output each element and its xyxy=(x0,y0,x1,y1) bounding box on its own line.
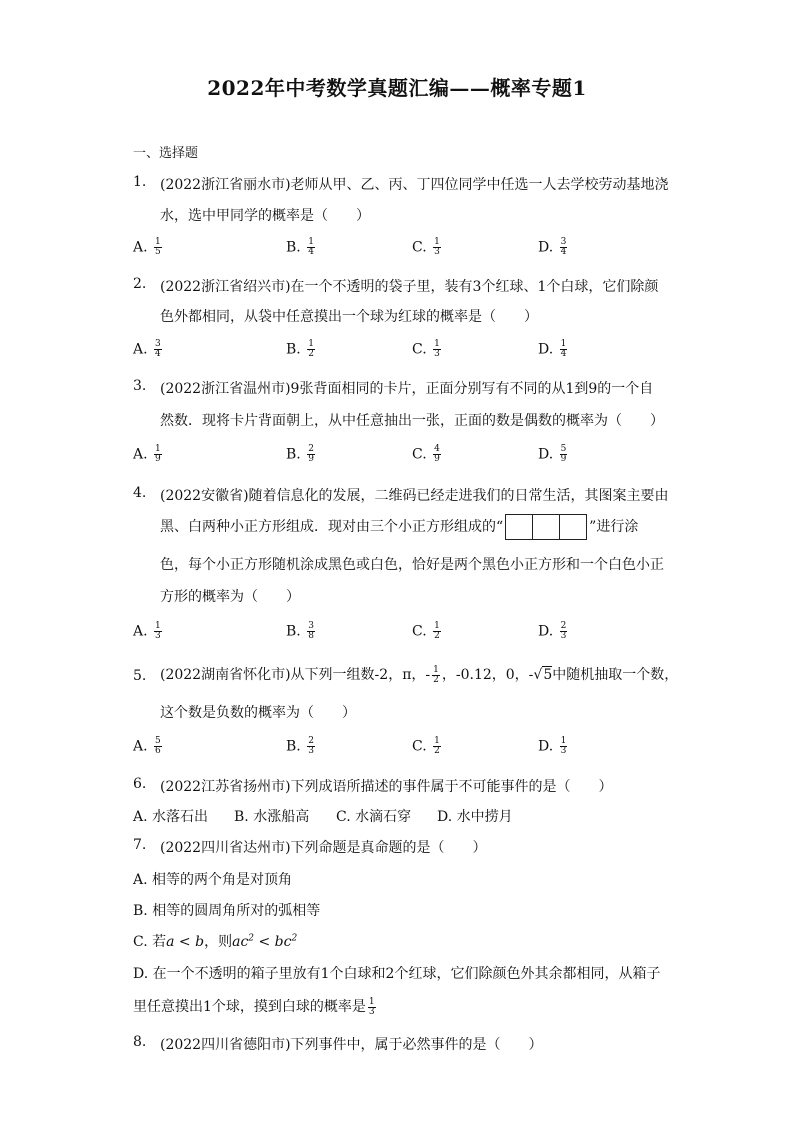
option-label: A. xyxy=(133,623,148,640)
fraction: $\frac{1}{2}$ xyxy=(308,339,314,359)
option-label: B. xyxy=(286,239,301,256)
math-var: a xyxy=(166,934,175,950)
option-text: 水涨船高 xyxy=(253,809,310,825)
option-label: D. xyxy=(538,446,554,463)
text-fragment: ，则 xyxy=(204,934,233,950)
option-label: C. xyxy=(412,738,427,755)
question-number: 3. xyxy=(133,378,147,394)
fraction: $\frac{1}{2}$ xyxy=(434,736,440,756)
sqrt-symbol: √ xyxy=(533,667,543,683)
option-label: C. xyxy=(412,239,427,256)
question-text: (2022四川省德阳市)下列事件中，属于必然事件的是（ ） xyxy=(160,1037,543,1053)
fraction: $\frac{1}{4}$ xyxy=(560,339,567,359)
option-label: D. xyxy=(538,738,554,755)
option-label: C. xyxy=(412,623,427,640)
fraction: $\frac{2}{3}$ xyxy=(560,621,567,641)
question-text: (2022安徽省)随着信息化的发展，二维码已经走进我们的日常生活，其图案主要由 xyxy=(160,488,669,504)
option-a xyxy=(133,340,164,359)
option-text: 水落石出 xyxy=(152,809,209,825)
question-number: 1. xyxy=(133,174,147,190)
question-text: 色，每个小正方形随机涂成黑色或白色，恰好是两个黑色小正方形和一个白色小正 xyxy=(160,557,664,573)
option-a xyxy=(133,737,164,756)
option-label: C. xyxy=(412,341,427,358)
option-d xyxy=(538,445,569,464)
option-label: A. xyxy=(133,446,148,463)
question-text xyxy=(160,664,678,685)
fraction: $\frac{2}{9}$ xyxy=(308,444,314,464)
option-label: D. xyxy=(437,809,453,825)
question-text: 这个数是负数的概率为（ ） xyxy=(160,705,356,721)
text-fragment: (2022湖南省怀化市)从下列一组数-2，π， xyxy=(160,667,426,683)
option-label: A. xyxy=(133,738,148,755)
option-a xyxy=(133,445,164,464)
option-label: D. xyxy=(538,239,554,256)
question-number: 6. xyxy=(133,776,147,792)
option-label: A. xyxy=(133,239,148,256)
three-square-figure xyxy=(505,514,587,540)
question-text: 色外都相同，从袋中任意摸出一个球为红球的概率是（ ） xyxy=(160,309,538,325)
math-var: ac xyxy=(232,934,249,950)
fraction: $\frac{1}{9}$ xyxy=(155,444,161,464)
text-fragment: 黑、白两种小正方形组成．现对由三个小正方形组成的“ xyxy=(160,519,504,535)
option-c xyxy=(412,622,443,641)
option-d: D. 在一个不透明的箱子里放有1个白球和2个红球，它们除颜色外其余都相同，从箱子 xyxy=(133,966,661,982)
fraction: $\frac{2}{3}$ xyxy=(308,736,314,756)
option-b: B. 相等的圆周角所对的弧相等 xyxy=(133,903,321,919)
math-var: b xyxy=(195,934,205,950)
question-text: 然数．现将卡片背面朝上，从中任意抽出一张，正面的数是偶数的概率为（ ） xyxy=(160,413,664,429)
fraction: $\frac{1}{3}$ xyxy=(560,736,567,756)
question-text: (2022江苏省扬州市)下列成语所描述的事件属于不可能事件的是（ ） xyxy=(160,779,613,795)
square-cell xyxy=(559,514,587,540)
option-d xyxy=(538,340,569,359)
fraction: $\frac{3}{8}$ xyxy=(308,621,314,641)
option-c xyxy=(412,340,443,359)
fraction: $\frac{1}{3}$ xyxy=(155,621,161,641)
question-text: (2022四川省达州市)下列命题是真命题的是（ ） xyxy=(160,840,487,856)
option-label: A. xyxy=(133,809,148,825)
option-a xyxy=(133,238,164,257)
option-d xyxy=(437,806,513,826)
option-b xyxy=(286,445,317,464)
fraction: $\frac{1}{3}$ xyxy=(434,237,440,257)
question-number: 7. xyxy=(133,837,147,853)
fraction: $\frac{1}{2}$ xyxy=(433,664,439,685)
square-cell xyxy=(532,514,560,540)
square-cell xyxy=(505,514,533,540)
fraction: $\frac{3}{4}$ xyxy=(560,237,567,257)
fraction: $\frac{1}{2}$ xyxy=(434,621,440,641)
question-number: 8. xyxy=(133,1034,147,1050)
option-b xyxy=(286,622,317,641)
question-text: (2022浙江省丽水市)老师从甲、乙、丙、丁四位同学中任选一人去学校劳动基地浇 xyxy=(160,177,669,193)
math-op: < xyxy=(254,934,275,950)
option-c xyxy=(336,806,411,826)
math-var: bc xyxy=(274,934,292,950)
option-b xyxy=(286,737,317,756)
option-label: C. xyxy=(336,809,351,825)
option-label: D. xyxy=(538,341,554,358)
question-number: 5. xyxy=(133,668,147,684)
option-label: A. xyxy=(133,341,148,358)
question-number: 4. xyxy=(133,485,147,501)
text-fragment: ”进行涂 xyxy=(589,519,639,535)
option-c xyxy=(412,737,443,756)
question-number: 2. xyxy=(133,276,147,292)
fraction: $\frac{3}{4}$ xyxy=(155,339,161,359)
fraction: $\frac{1}{4}$ xyxy=(308,237,314,257)
option-text: 水中捞月 xyxy=(456,809,513,825)
option-a xyxy=(133,622,164,641)
text-fragment: 里任意摸出1个球，摸到白球的概率是 xyxy=(133,999,366,1015)
fraction: $\frac{5}{9}$ xyxy=(560,444,567,464)
option-c xyxy=(412,445,443,464)
option-label: D. xyxy=(538,623,554,640)
option-d-continued xyxy=(133,996,378,1017)
option-label: C. xyxy=(412,446,427,463)
question-text: (2022浙江省温州市)9张背面相同的卡片，正面分别写有不同的从1到9的一个自 xyxy=(160,381,654,397)
math-op: < xyxy=(174,934,196,950)
option-text: 水滴石穿 xyxy=(355,809,412,825)
fraction: $\frac{5}{6}$ xyxy=(155,736,161,756)
page-title: 2022年中考数学真题汇编——概率专题1 xyxy=(207,76,587,100)
option-d xyxy=(538,622,569,641)
question-text xyxy=(160,514,638,540)
math-exponent: 2 xyxy=(291,933,298,944)
fraction: $\frac{1}{5}$ xyxy=(155,237,161,257)
option-label: B. xyxy=(286,738,301,755)
option-a: A. 相等的两个角是对顶角 xyxy=(133,872,293,888)
option-label: B. xyxy=(286,341,301,358)
question-text: 方形的概率为（ ） xyxy=(160,589,300,605)
option-d xyxy=(538,238,569,257)
sqrt-radicand: 5 xyxy=(543,667,553,683)
math-exponent: 2 xyxy=(248,933,255,944)
option-c xyxy=(133,931,297,951)
fraction: $\frac{4}{9}$ xyxy=(434,444,440,464)
option-label: C. 若 xyxy=(133,934,167,950)
question-text: 水，选中甲同学的概率是（ ） xyxy=(160,208,370,224)
option-label: B. xyxy=(286,446,301,463)
option-b xyxy=(286,340,317,359)
option-label: B. xyxy=(286,623,301,640)
fraction: $\frac{1}{3}$ xyxy=(434,339,440,359)
option-b xyxy=(286,238,317,257)
question-text: (2022浙江省绍兴市)在一个不透明的袋子里，装有3个红球、1个白球，它们除颜 xyxy=(160,279,659,295)
minus-sign: - xyxy=(425,667,431,683)
option-a xyxy=(133,806,208,826)
option-label: B. xyxy=(234,809,249,825)
text-fragment: ，-0.12，0，- xyxy=(441,667,534,683)
section-heading: 一、选择题 xyxy=(133,146,199,161)
option-b xyxy=(234,806,309,826)
option-c xyxy=(412,238,443,257)
text-fragment: 中随机抽取一个数， xyxy=(552,667,679,683)
fraction: $\frac{1}{3}$ xyxy=(368,996,375,1017)
option-d xyxy=(538,737,569,756)
